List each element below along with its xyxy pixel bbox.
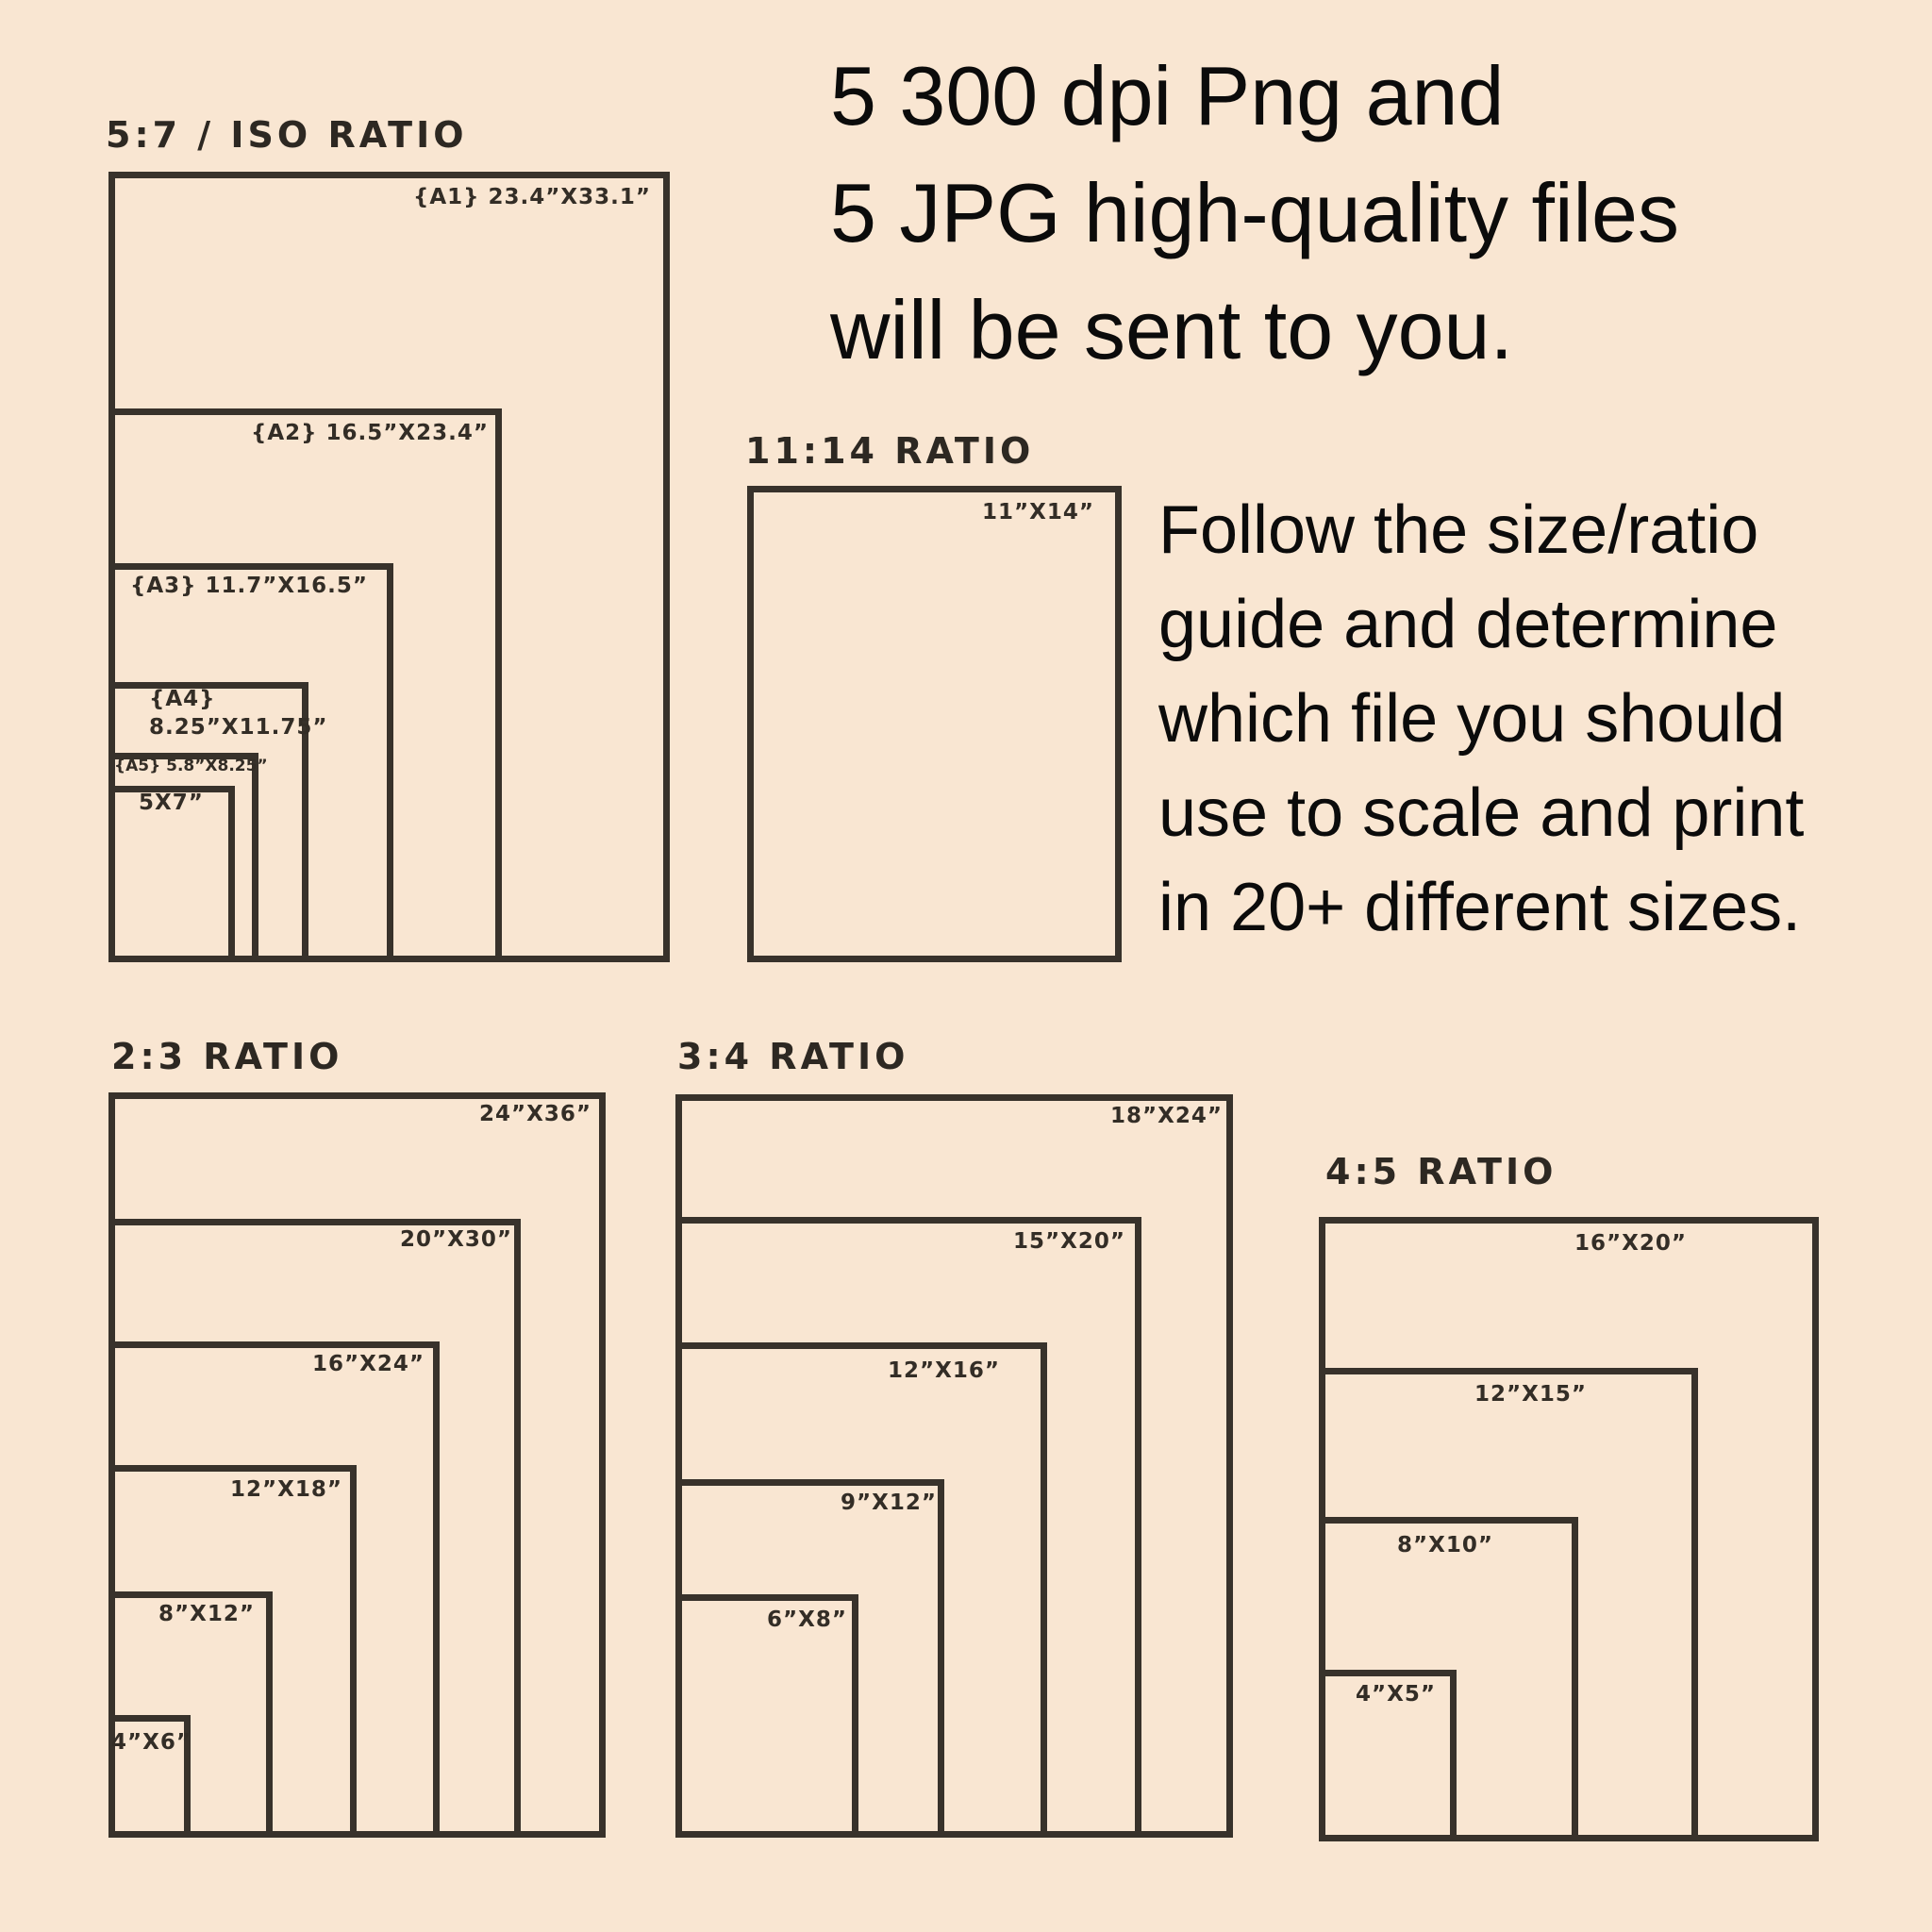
size-label-5x7: 5X7”: [139, 791, 204, 815]
guide-note-line: which file you should: [1158, 681, 1786, 757]
size-label-a4-line1: {A4}: [149, 687, 216, 711]
size-label-a4: [149, 685, 327, 741]
size-label-a2: {A2} 16.5”X23.4”: [250, 421, 489, 445]
files-note-line: 5 JPG high-quality files: [830, 166, 1679, 259]
size-label-a4-line2: 8.25”X11.75”: [149, 715, 328, 740]
guide-note-line: guide and determine: [1158, 587, 1778, 662]
size-label-12x15: 12”X15”: [1474, 1382, 1587, 1407]
guide-note-line: in 20+ different sizes.: [1158, 870, 1802, 945]
size-label-12x16: 12”X16”: [888, 1358, 1000, 1383]
files-note-line: 5 300 dpi Png and: [830, 49, 1505, 142]
files-note: [830, 38, 1679, 389]
section-title-11-14: 11:14 RATIO: [745, 430, 1035, 472]
section-title-3-4: 3:4 RATIO: [677, 1036, 909, 1077]
size-label-15x20: 15”X20”: [1013, 1229, 1125, 1254]
size-label-12x18: 12”X18”: [230, 1477, 342, 1502]
size-label-18x24: 18”X24”: [1110, 1104, 1223, 1128]
size-label-a1: {A1} 23.4”X33.1”: [412, 185, 651, 209]
size-label-8x12: 8”X12”: [158, 1602, 255, 1626]
size-box-11x14: [747, 486, 1122, 962]
size-label-24x36: 24”X36”: [479, 1102, 591, 1126]
size-label-20x30: 20”X30”: [400, 1227, 512, 1252]
guide-note: [1158, 483, 1804, 955]
size-label-11x14: 11”X14”: [982, 500, 1094, 525]
size-label-16x24: 16”X24”: [312, 1352, 425, 1376]
size-label-6x8: 6”X8”: [767, 1607, 847, 1632]
guide-note-line: use to scale and print: [1158, 775, 1805, 851]
size-label-8x10: 8”X10”: [1397, 1533, 1493, 1557]
files-note-line: will be sent to you.: [830, 283, 1513, 376]
section-title-4-5: 4:5 RATIO: [1325, 1151, 1557, 1192]
section-title-2-3: 2:3 RATIO: [111, 1036, 343, 1077]
size-label-9x12: 9”X12”: [841, 1491, 937, 1515]
size-label-4x6: 4”X6”: [111, 1730, 192, 1755]
size-label-4x5: 4”X5”: [1356, 1682, 1436, 1707]
guide-note-line: Follow the size/ratio: [1158, 492, 1759, 568]
section-title-iso: 5:7 / ISO RATIO: [106, 114, 468, 156]
size-label-16x20: 16”X20”: [1574, 1231, 1687, 1256]
size-label-a5: {A5} 5.8”X8.25”: [114, 757, 268, 775]
size-label-a3: {A3} 11.7”X16.5”: [129, 574, 368, 598]
